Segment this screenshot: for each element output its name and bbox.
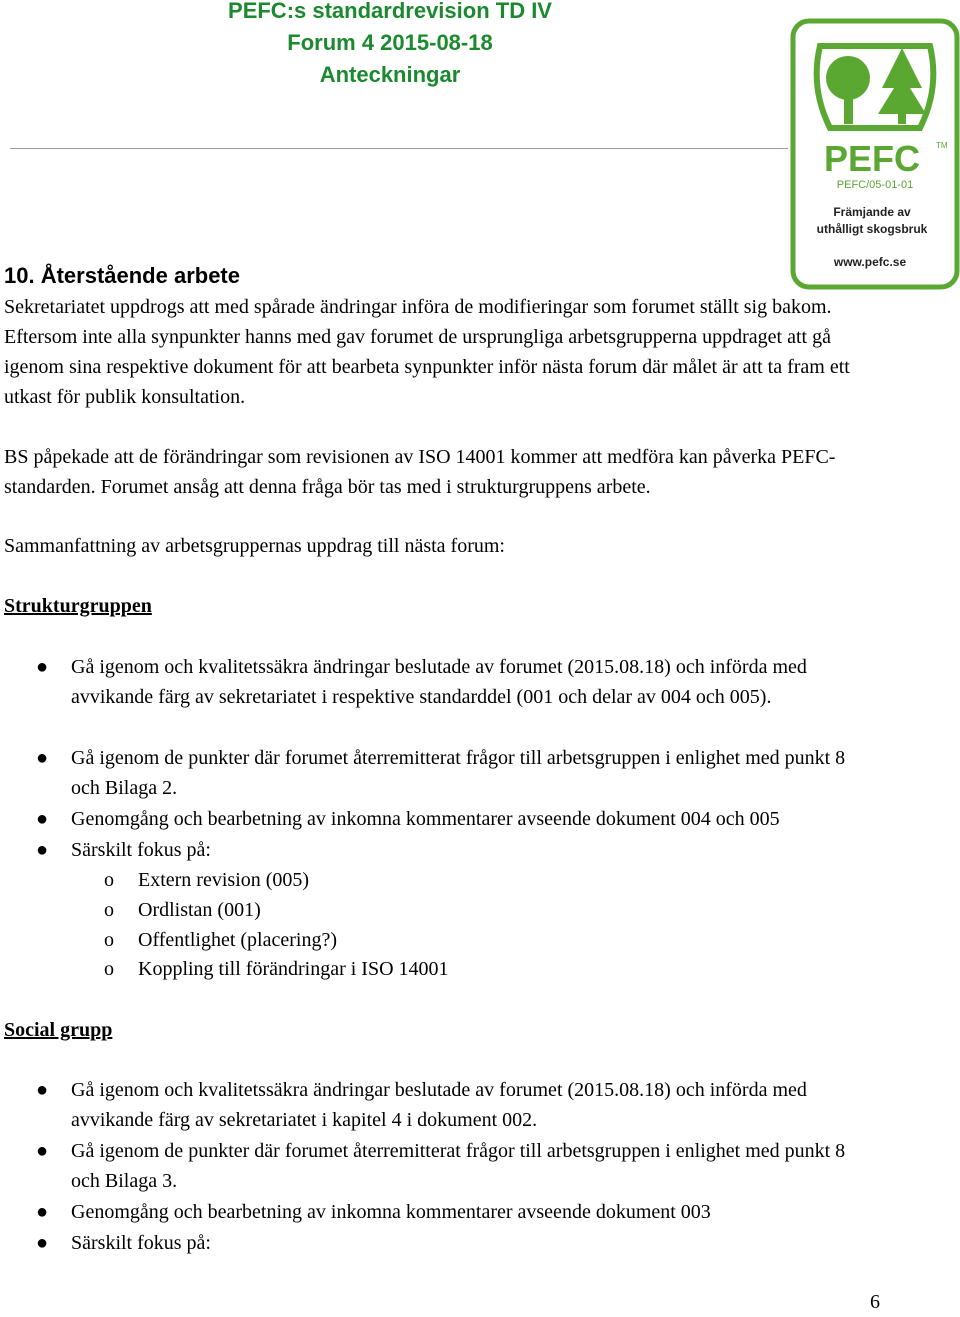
bullet-icon: ● bbox=[36, 747, 49, 769]
pefc-logo bbox=[790, 18, 960, 290]
bullet-icon: ● bbox=[36, 1140, 49, 1162]
header-divider bbox=[10, 148, 788, 149]
sub-bullet-icon: o bbox=[104, 869, 114, 891]
logo-slogan-1: Främjande av bbox=[833, 205, 911, 219]
bullet-icon: ● bbox=[36, 1201, 49, 1223]
sub-bullet-icon: o bbox=[104, 958, 114, 980]
header-date: Forum 4 2015-08-18 bbox=[287, 30, 493, 55]
paragraph-2: BS påpekade att de förändringar som revisionen av ISO 14001 kommer att medföra kan påverka PEFC-standarden. Forumet ansåg att denna fråga bör tas med i strukturgruppens arbete. bbox=[4, 446, 836, 498]
sub-bullet-icon: o bbox=[104, 899, 114, 921]
bullet-icon: ● bbox=[36, 1079, 49, 1101]
logo-brand: PEFC bbox=[823, 138, 921, 179]
social-grupp-title: Social grupp bbox=[4, 1019, 113, 1041]
list-item: Gå igenom de punkter där forumet återremitterat frågor till arbetsgruppen i enlighet med punkt 8 och Bilaga 2. bbox=[71, 747, 846, 799]
bullet-icon: ● bbox=[36, 656, 49, 678]
sub-list-item: Ordlistan (001) bbox=[138, 899, 261, 921]
list-item: Gå igenom de punkter där forumet återremitterat frågor till arbetsgruppen i enlighet med punkt 8 och Bilaga 3. bbox=[71, 1140, 846, 1192]
list-item: Gå igenom och kvalitetssäkra ändringar beslutade av forumet (2015.08.18) och införda med avvikande färg av sekretariatet i respektive standarddel (001 och delar av 004 och 005). bbox=[71, 656, 807, 708]
logo-slogan-2: uthålligt skogsbruk bbox=[816, 222, 928, 236]
sub-list-item: Offentlighet (placering?) bbox=[138, 929, 337, 951]
paragraph-3: Sammanfattning av arbetsgruppernas uppdrag till nästa forum: bbox=[4, 535, 505, 557]
header-title: PEFC:s standardrevision TD IV bbox=[228, 0, 552, 23]
list-item: Särskilt fokus på: bbox=[71, 839, 211, 861]
header-subtitle: Anteckningar bbox=[319, 62, 461, 87]
list-item: Genomgång och bearbetning av inkomna kommentarer avseende dokument 004 och 005 bbox=[71, 808, 780, 830]
sub-list-item: Koppling till förändringar i ISO 14001 bbox=[138, 958, 449, 980]
logo-code: PEFC/05-01-01 bbox=[836, 179, 914, 191]
paragraph-1: Sekretariatet uppdrogs att med spårade ändringar införa de modifieringar som forumet ställt sig bakom. Eftersom inte alla synpunkter hanns med gav forumet de ursprungliga arbetsgrupperna uppdraget att gå igenom sina respektive dokument för att bearbeta synpunkter inför nästa forum där målet är att ta fram ett utkast för publik konsultation. bbox=[4, 296, 850, 408]
strukturgruppen-title: Strukturgruppen bbox=[4, 595, 152, 617]
page-number: 6 bbox=[870, 1291, 880, 1313]
list-item: Genomgång och bearbetning av inkomna kommentarer avseende dokument 003 bbox=[71, 1201, 711, 1223]
sub-list-item: Extern revision (005) bbox=[138, 869, 310, 891]
trees-icon bbox=[817, 46, 934, 128]
logo-url: www.pefc.se bbox=[833, 255, 907, 269]
section-heading: 10. Återstående arbete bbox=[4, 263, 240, 288]
logo-tm: TM bbox=[936, 141, 948, 150]
bullet-icon: ● bbox=[36, 808, 49, 830]
list-item: Gå igenom och kvalitetssäkra ändringar beslutade av forumet (2015.08.18) och införda med avvikande färg av sekretariatet i kapitel 4 i dokument 002. bbox=[71, 1079, 807, 1131]
sub-bullet-icon: o bbox=[104, 929, 114, 951]
bullet-icon: ● bbox=[36, 839, 49, 861]
list-item: Särskilt fokus på: bbox=[71, 1232, 211, 1254]
bullet-icon: ● bbox=[36, 1232, 49, 1254]
